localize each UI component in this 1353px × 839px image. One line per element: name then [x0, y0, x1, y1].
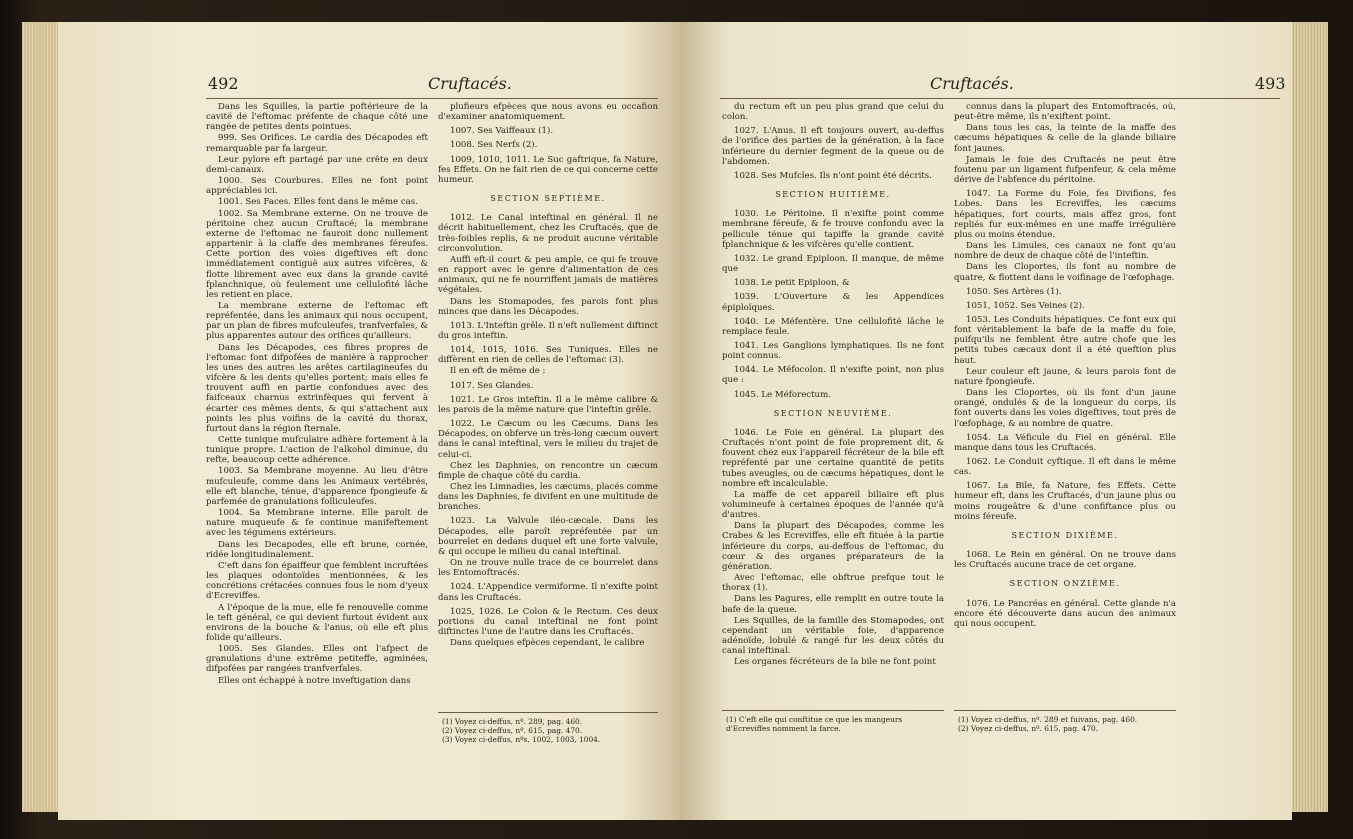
paragraph: 1051, 1052. Ses Veines (2). [966, 300, 1085, 311]
paragraph: La membrane externe de l'eftomac eft repréfentée, dans les animaux qui nous occupent, par un plan de fibres mufculeufes, tranfverfales, & plus apparentes autour des orifices qu'ailleurs. [206, 300, 428, 342]
paragraph: 1028. Ses Mufcles. Ils n'ont point été décrits. [734, 170, 932, 181]
paragraph: 1008. Ses Nerfs (2). [450, 140, 538, 151]
footnote-rule-right-1 [722, 710, 944, 711]
paragraph: Chez les Limnadies, les cæcums, placés comme dans les Daphnies, fe divifent en une multitude de branches. [438, 482, 658, 513]
paragraph: 1068. Le Rein en général. On ne trouve dans les Cruftacés aucune trace de cet organe. [954, 550, 1176, 571]
footnote: (1) Voyez ci-deffus, nº. 289, pag. 460. [442, 717, 583, 726]
paragraph: Dans les Limules, ces canaux ne font qu'au nombre de deux de chaque côté de l'inteftin. [954, 241, 1176, 262]
paragraph: Dans les Pagures, elle remplit en outre toute la bafe de la queue. [722, 594, 944, 615]
paragraph: 1014, 1015, 1016. Ses Tuniques. Elles ne diffèrent en rien de celles de l'eftomac (3). [438, 345, 658, 366]
paragraph: Dans les Décapodes, ces fibres propres de l'eftomac font difpofées de manière à rapprocher les unes des autres les arêtes cartilagineufes du vifcère & les dents qu'elles portent; mais elles fe trouvent auffi en partie confondues avec des faifceaux charnus extrinfèques qui fervent à écarter ces mêmes dents, & qui s'attachent aux points les plus voifins de la cavité du thorax, furtout dans la région fternale. [206, 342, 428, 434]
paragraph: 1038. Le petit Epiploon, & [734, 278, 850, 289]
paragraph: 1000. Ses Courbures. Elles ne font point appréciables ici. [206, 176, 428, 197]
section-heading: SECTION DIXIÈME. [1011, 530, 1119, 540]
page-edge-right [1290, 22, 1328, 812]
running-head-left: Cruftacés. [428, 74, 512, 93]
paragraph: 1045. Le Méforectum. [734, 389, 831, 400]
paragraph: 1041. Les Ganglions lymphatiques. Ils ne font point connus. [722, 340, 944, 362]
page-edge-left [22, 22, 60, 812]
footnote: (1) C'eft elle qui conftitue ce que les mangeurs d'Ecreviffes nomment la farce. [726, 715, 903, 733]
paragraph: 1012. Le Canal inteftinal en général. Il ne décrit habituellement, chez les Cruftacés, que de très-foibles replis, & ne produit aucune véritable circonvolution. [438, 213, 658, 254]
paragraph: Elles ont échappé à notre inveftigation dans [218, 675, 411, 686]
paragraph: 1067. La Bile, fa Nature, fes Effets. Cette humeur eft, dans les Cruftacés, d'un jaune plus ou moins rougeâtre & d'une confiftance plus ou moins féreufe. [954, 481, 1176, 522]
right-column-2 [954, 102, 1176, 630]
paragraph: Il en eft de même de : [450, 366, 546, 377]
paragraph: Les Squilles, de la famille des Stomapodes, ont cependant un véritable foie, d'apparence adénoïde, lobulé & rangé fur les deux côtés du canal inteftinal. [722, 615, 944, 657]
head-rule-left [206, 98, 658, 99]
footnote-rule-right-2 [954, 710, 1176, 711]
paragraph: 1030. Le Péritoine. Il n'exifte point comme membrane féreufe, & fe trouve confondu avec la pellicule ténue qui tapiffe la grande cavité fplanchnique & les vifcères qu'elle contient. [722, 209, 944, 250]
paragraph: connus dans la plupart des Entomoftracés, où, peut-être même, ils n'exiftent point. [954, 102, 1176, 123]
paragraph: 1053. Les Conduits hépatiques. Ce font eux qui font véritablement la bafe de la maffe du foie, puifqu'ils ne femblent être autre chofe que les petits tubes cæcaux dont il a été queftion plus haut. [954, 314, 1176, 366]
paragraph: A l'époque de la mue, elle fe renouvelle comme le teft général, ce qui devient furtout évident aux environs de la bouche & l'anus, où elle eft plus folide qu'ailleurs. [206, 602, 428, 643]
paragraph: Jamais le foie des Cruftacés ne peut être foutenu par un ligament fufpenfeur, & cela même dérive de l'abfence du péritoine. [954, 154, 1176, 186]
paragraph: plufieurs efpèces que nous avons eu occafion d'examiner anatomiquement. [438, 102, 658, 123]
paragraph: Dans la plupart des Décapodes, comme les Crabes & les Ecreviffes, elle eft fituée à la partie inférieure du corps, au-deffous de l'eftomac, du cœur & des organes préparateurs de la génération. [722, 521, 944, 572]
page-number-right: 493 [1255, 74, 1286, 93]
paragraph: 1040. Le Méfentère. Une cellulofité lâche le remplace feule. [722, 316, 944, 337]
footnotes-right-col1 [726, 715, 944, 733]
footnote-rule-left [438, 712, 658, 713]
paragraph: 1017. Ses Glandes. [450, 380, 534, 391]
paragraph: 1021. Le Gros inteftin. Il a le même calibre & les parois de la même nature que l'inteftin grêle. [438, 394, 658, 415]
paragraph: Leur pylore eft partagé par une crête en deux demi-canaux. [206, 154, 428, 175]
paragraph: 1001. Ses Faces. Elles font dans le même cas. [218, 197, 418, 208]
paragraph: 1004. Sa Membrane interne. Elle paroît de nature muqueufe & fe continue manifeftement avec les tégumens extérieurs. [206, 508, 428, 539]
paragraph: 999. Ses Orifices. Le cardia des Décapodes eft remarquable par fa largeur. [206, 133, 428, 154]
paragraph: 1044. Le Méfocolon. Il n'exifte point, non plus que : [722, 365, 944, 386]
paragraph: 1009, 1010, 1011. Le Suc gaftrique, fa Nature, fes Effets. On ne fait rien de ce qui concerne cette humeur. [438, 154, 658, 185]
paragraph: Dans les Cloportes, ils font au nombre de quatre, & flottent dans le voifinage de l'œfophage. [954, 262, 1176, 283]
paragraph: 1002. Sa Membrane externe. On ne trouve de péritoine chez aucun Cruftacé; la membrane externe de l'eftomac ne fauroit donc nullement appartenir à la claffe des membranes féreufes. Cette portion des voies digeftives eft donc immédiatement contiguë aux autres vifcères, & flotte librement avec eux dans la grande cavité fplanchnique, où feulement une cellulofité lâche les retient en place. [206, 208, 428, 300]
paragraph: Auffi eft-il court & peu ample, ce qui fe trouve en rapport avec le genre d'alimentation de ces animaux, qui ne fe nourriffent jamais de matières végétales. [438, 254, 658, 296]
right-page [680, 22, 1292, 820]
paragraph: On ne trouve nulle trace de ce bourrelet dans les Entomoftracés. [438, 558, 658, 579]
left-page [58, 22, 682, 820]
footnotes-right-col2 [958, 715, 1176, 733]
section-heading: SECTION SEPTIÈME. [490, 194, 606, 204]
paragraph: 1032. Le grand Epiploon. Il manque, de même que [722, 253, 944, 275]
paragraph: 1054. La Véficule du Fiel en général. Elle manque dans tous les Cruftacés. [954, 432, 1176, 453]
paragraph: Dans les Squilles, la partie poftérieure de la cavité de l'eftomac préfente de chaque côté une rangée de petites dents pointues. [206, 102, 428, 133]
footnote: (3) Voyez ci-deffus, nºs. 1002, 1003, 1004. [442, 735, 601, 744]
right-column-1 [722, 102, 944, 669]
paragraph: 1027. L'Anus. Il eft toujours ouvert, au-deffus de l'orifice des parties de la génération, à la face inférieure du dernier fegment de la queue ou de l'abdomen. [722, 126, 944, 167]
paragraph: 1050. Ses Artères (1). [966, 286, 1062, 297]
footnote: (2) Voyez ci-deffus, nº. 615, pag. 470. [958, 724, 1099, 733]
paragraph: Chez les Daphnies, on rencontre un cæcum fimple de chaque côté du cardia. [438, 460, 658, 481]
paragraph: Dans quelques efpèces cependant, le calibre [450, 638, 645, 649]
paragraph: 1007. Ses Vaiffeaux (1). [450, 126, 554, 137]
paragraph: 1076. Le Pancréas en général. Cette glande n'a encore été découverte dans aucun des animaux qui nous occupent. [954, 598, 1176, 629]
paragraph: 1039. L'Ouverture & les Appendices épiploïques. [722, 292, 944, 313]
paragraph: Les organes fécréteurs de la bile ne font point [734, 657, 936, 668]
paragraph: Leur couleur eft jaune, & leurs parois font de nature fpongieufe. [954, 366, 1176, 387]
left-column-2 [438, 102, 658, 649]
paragraph: 1023. La Valvule iléo-cæcale. Dans les Décapodes, elle paroît repréfentée par un bourrelet en dedans duquel eft une forte valvule, & qui occupe le milieu du canal inteftinal. [438, 516, 658, 557]
paragraph: 1046. Le Foie en général. La plupart des Cruftacés n'ont point de foie proprement dit, & fouvent chez eux l'appareil fécréteur de la bile eft repréfenté par une certaine quantité de petits tubes aveugles, ou de cæcums hépatiques, dont le nombre eft incalculable. [722, 427, 944, 489]
paragraph: Dans tous les cas, la teinte de la maffe des cæcums hépatiques & celle de la glande biliaire font jaunes. [954, 123, 1176, 154]
paragraph: 1047. La Forme du Foie, fes Divifions, fes Lobes. Dans les Ecreviffes, les cæcums hépatiques, fort courts, mais affez gros, font repliés fur eux-mêmes en une maffe irrégulière plus ou moins étendue. [954, 189, 1176, 240]
paragraph: La maffe de cet appareil biliaire eft plus volumineufe à certaines époques de l'année qu'à d'autres. [722, 489, 944, 521]
head-rule-right [720, 98, 1280, 99]
paragraph: 1005. Ses Glandes. Elles ont l'afpect de granulations d'une extrême petiteffe, agminées, difpofées par rangées tranfverfales. [206, 644, 428, 675]
left-column-1 [206, 102, 428, 687]
paragraph: 1013. L'Inteftin grêle. Il n'eft nullement diftinct du gros inteftin. [438, 320, 658, 341]
section-heading: SECTION ONZIÈME. [1009, 579, 1121, 589]
page-number-left: 492 [208, 74, 239, 93]
paragraph: Avec l'eftomac, elle obftrue prefque tout le thorax (1). [722, 573, 944, 594]
footnote: (2) Voyez ci-deffus, nº. 615, pag. 470. [442, 726, 583, 735]
section-heading: SECTION NEUVIÈME. [773, 408, 893, 418]
paragraph: Dans les Stomapodes, fes parois font plus minces que dans les Décapodes. [438, 296, 658, 317]
paragraph: Cette tunique mufculaire adhère fortement à la tunique propre. L'action de l'alkohol diminue, du refte, beaucoup cette adhérence. [206, 435, 428, 466]
paragraph: du rectum eft un peu plus grand que celui du colon. [722, 102, 944, 123]
footnote: (1) Voyez ci-deffus, nº. 289 et fuivans, pag. 460. [958, 715, 1138, 724]
paragraph: 1062. Le Conduit cyftique. Il eft dans le même cas. [954, 457, 1176, 478]
paragraph: 1024. L'Appendice vermiforme. Il n'exifte point dans les Cruftacés. [438, 582, 658, 603]
paragraph: Dans les Cloportes, où ils font d'un jaune orangé, ondulés & de la longueur du corps, ils font ouverts dans les voies digeftives, tout près de l'œfophage, & au nombre de quatre. [954, 388, 1176, 429]
section-heading: SECTION HUITIÈME. [775, 190, 891, 200]
running-head-right: Cruftacés. [930, 74, 1014, 93]
paragraph: 1022. Le Cæcum ou les Cæcums. Dans les Décapodes, on obferve un très-long cæcum ouvert dans le canal inteftinal, vers le milieu du trajet de celui-ci. [438, 419, 658, 460]
paragraph: C'eft dans fon épaiffeur que femblent incruftées les plaques odontoïdes mentionnées, & les concrétions crétacées connues fous le nom d'yeux d'Ecreviffes. [206, 560, 428, 602]
paragraph: 1025, 1026. Le Colon & le Rectum. Ces deux portions du canal inteftinal ne font point diftinctes l'une de l'autre dans les Cruftacés. [438, 606, 658, 638]
paragraph: Dans les Decapodes, elle eft brune, cornée, ridée longitudinalement. [206, 539, 428, 560]
footnotes-left [442, 717, 658, 744]
paragraph: 1003. Sa Membrane moyenne. Au lieu d'être mufculeufe, comme dans les Animaux vertébrés, elle eft blanche, ténue, d'apparence fpongieufe & parfemée de granulations folliculeufes. [206, 466, 428, 507]
